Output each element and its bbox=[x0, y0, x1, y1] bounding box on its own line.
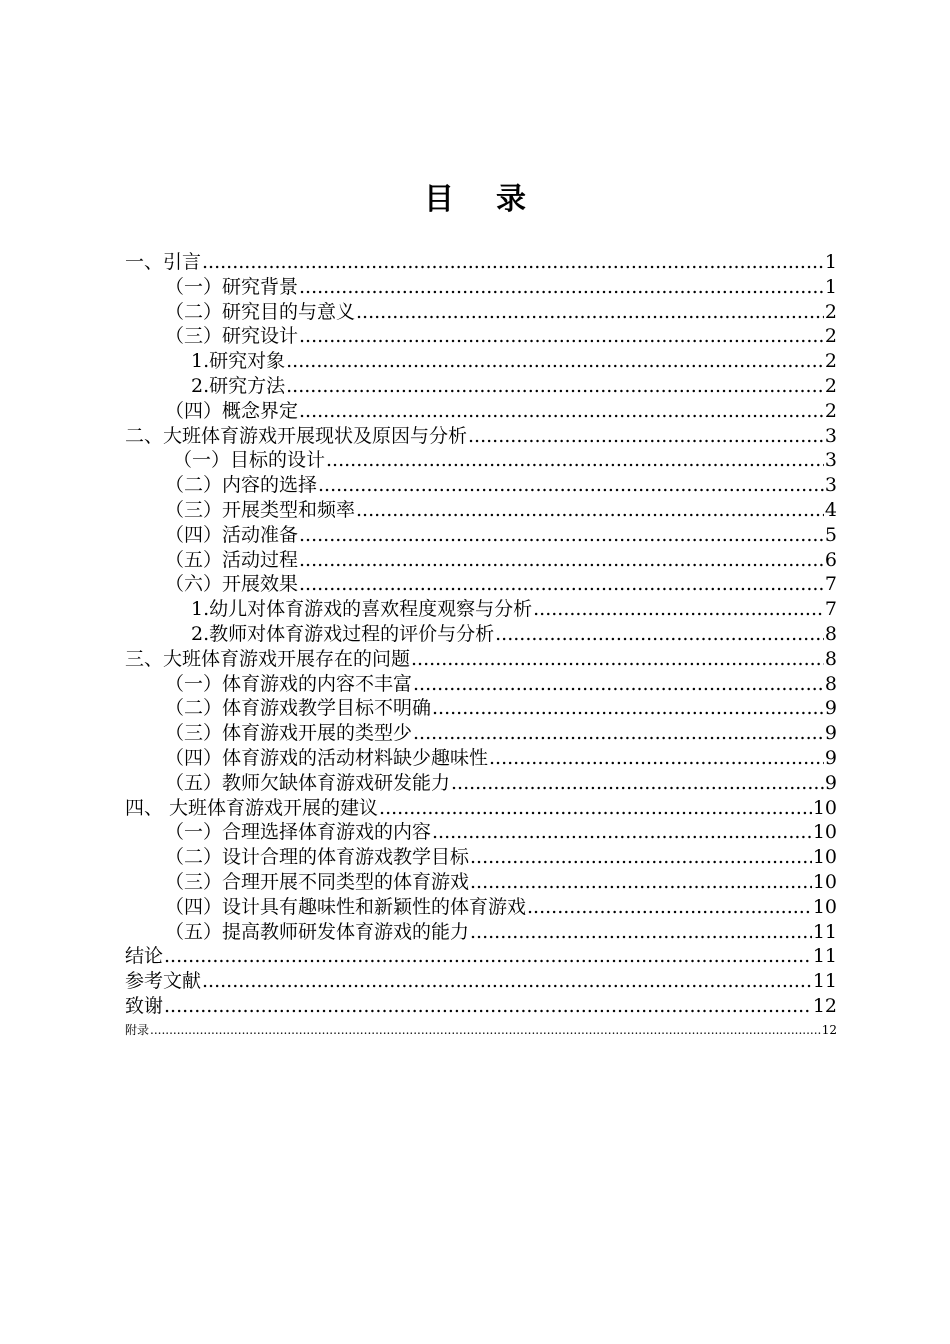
toc-dot-leader bbox=[164, 944, 812, 969]
toc-page-number: 8 bbox=[824, 622, 837, 645]
toc-page-number: 9 bbox=[824, 746, 837, 769]
toc-dot-leader bbox=[164, 994, 812, 1019]
toc-dot-leader bbox=[150, 1019, 821, 1041]
toc-dot-leader bbox=[202, 250, 824, 275]
toc-entry[interactable] bbox=[125, 448, 837, 473]
toc-entry[interactable] bbox=[125, 597, 837, 622]
toc-entry[interactable] bbox=[125, 870, 837, 895]
toc-dot-leader bbox=[286, 349, 824, 374]
toc-entry[interactable] bbox=[125, 796, 837, 821]
toc-entry[interactable] bbox=[125, 895, 837, 920]
toc-entry[interactable] bbox=[125, 349, 837, 374]
toc-page-number: 12 bbox=[812, 994, 837, 1017]
toc-page-number: 2 bbox=[824, 399, 837, 422]
toc-entry[interactable] bbox=[125, 374, 837, 399]
toc-page-number: 10 bbox=[812, 870, 837, 893]
toc-entry-title: 2.教师对体育游戏过程的评价与分析 bbox=[191, 622, 495, 645]
toc-dot-leader bbox=[202, 969, 812, 994]
toc-entry-title: （三）研究设计 bbox=[165, 325, 299, 348]
toc-dot-leader bbox=[527, 895, 812, 920]
toc-dot-leader bbox=[432, 696, 824, 721]
toc-dot-leader bbox=[533, 597, 824, 622]
toc-page-number: 8 bbox=[824, 672, 837, 695]
toc-dot-leader bbox=[470, 920, 812, 945]
toc-entry-title: （四）概念界定 bbox=[165, 399, 299, 422]
toc-entry[interactable] bbox=[125, 647, 837, 672]
toc-entry-title: （二）设计合理的体育游戏教学目标 bbox=[165, 846, 470, 869]
toc-page-number: 8 bbox=[824, 647, 837, 670]
toc-entry-title: 二、大班体育游戏开展现状及原因与分析 bbox=[125, 424, 468, 447]
toc-dot-leader bbox=[470, 845, 812, 870]
toc-dot-leader bbox=[379, 796, 812, 821]
toc-dot-leader bbox=[413, 672, 824, 697]
toc-dot-leader bbox=[299, 548, 824, 573]
toc-page-number: 7 bbox=[824, 598, 837, 621]
toc-dot-leader bbox=[299, 399, 824, 424]
toc-entry[interactable] bbox=[125, 275, 837, 300]
toc-entry[interactable] bbox=[125, 845, 837, 870]
toc-entry[interactable] bbox=[125, 424, 837, 449]
toc-entry[interactable] bbox=[125, 498, 837, 523]
toc-dot-leader bbox=[299, 572, 824, 597]
toc-dot-leader bbox=[411, 647, 824, 672]
toc-entry-title: （一）体育游戏的内容不丰富 bbox=[165, 672, 413, 695]
toc-entry-title: （三）合理开展不同类型的体育游戏 bbox=[165, 870, 470, 893]
toc-entry-title: 附录 bbox=[125, 1022, 150, 1037]
toc-page-number: 10 bbox=[812, 895, 837, 918]
toc-entry[interactable] bbox=[125, 920, 837, 945]
toc-entry-title: （一）目标的设计 bbox=[173, 449, 326, 472]
toc-entry-title: 结论 bbox=[125, 945, 164, 968]
toc-entry[interactable] bbox=[125, 746, 837, 771]
toc-page-number: 9 bbox=[824, 722, 837, 745]
page-title: 目录 bbox=[424, 182, 568, 217]
toc-page-number: 4 bbox=[824, 498, 837, 521]
toc-entry-title: （二）体育游戏教学目标不明确 bbox=[165, 697, 432, 720]
toc-page-number: 11 bbox=[812, 970, 837, 993]
toc-page-number: 9 bbox=[824, 697, 837, 720]
toc-entry[interactable] bbox=[125, 572, 837, 597]
toc-dot-leader bbox=[432, 820, 812, 845]
toc-entry[interactable] bbox=[125, 399, 837, 424]
toc-page-number: 2 bbox=[824, 350, 837, 373]
toc-entry-title: 三、大班体育游戏开展存在的问题 bbox=[125, 647, 411, 670]
toc-page-number: 10 bbox=[812, 821, 837, 844]
toc-entry-title: （三）体育游戏开展的类型少 bbox=[165, 722, 413, 745]
toc-dot-leader bbox=[318, 473, 824, 498]
toc-entry[interactable] bbox=[125, 300, 837, 325]
toc-entry-title: （五）教师欠缺体育游戏研发能力 bbox=[165, 771, 451, 794]
toc-dot-leader bbox=[468, 424, 824, 449]
toc-entry-title: （五）提高教师研发体育游戏的能力 bbox=[165, 920, 470, 943]
toc-entry[interactable] bbox=[125, 820, 837, 845]
toc-entry[interactable] bbox=[125, 672, 837, 697]
toc-entry[interactable] bbox=[125, 994, 837, 1019]
toc-entry-title: （五）活动过程 bbox=[165, 548, 299, 571]
toc-entry[interactable] bbox=[125, 1019, 837, 1041]
toc-page-number: 5 bbox=[824, 523, 837, 546]
toc-page-number: 12 bbox=[821, 1022, 837, 1037]
toc-entry-title: 四、 大班体育游戏开展的建议 bbox=[125, 796, 379, 819]
toc-page-number: 3 bbox=[824, 449, 837, 472]
toc-dot-leader bbox=[299, 275, 824, 300]
toc-dot-leader bbox=[413, 721, 824, 746]
toc-entry-title: 致谢 bbox=[125, 994, 164, 1017]
toc-dot-leader bbox=[326, 448, 824, 473]
toc-page-number: 3 bbox=[824, 424, 837, 447]
toc-entry-title: （一）研究背景 bbox=[165, 275, 299, 298]
toc-page-number: 1 bbox=[824, 275, 837, 298]
toc-page-number: 2 bbox=[824, 300, 837, 323]
toc-entry-title: （二）内容的选择 bbox=[165, 474, 318, 497]
toc-entry[interactable] bbox=[125, 324, 837, 349]
toc-dot-leader bbox=[356, 498, 824, 523]
table-of-contents bbox=[125, 250, 837, 1041]
toc-dot-leader bbox=[356, 300, 824, 325]
toc-entry[interactable] bbox=[125, 696, 837, 721]
toc-page-number: 2 bbox=[824, 374, 837, 397]
toc-dot-leader bbox=[286, 374, 824, 399]
toc-entry[interactable] bbox=[125, 548, 837, 573]
toc-entry-title: （二）研究目的与意义 bbox=[165, 300, 356, 323]
toc-page-number: 2 bbox=[824, 325, 837, 348]
toc-dot-leader bbox=[451, 771, 824, 796]
toc-entry-title: （四）设计具有趣味性和新颖性的体育游戏 bbox=[165, 895, 527, 918]
toc-entry-title: （三）开展类型和频率 bbox=[165, 498, 356, 521]
toc-entry-title: 1.研究对象 bbox=[191, 350, 286, 373]
toc-page-number: 10 bbox=[812, 846, 837, 869]
toc-entry[interactable] bbox=[125, 771, 837, 796]
toc-entry[interactable] bbox=[125, 969, 837, 994]
toc-entry[interactable] bbox=[125, 473, 837, 498]
toc-entry[interactable] bbox=[125, 250, 837, 275]
toc-entry-title: （四）活动准备 bbox=[165, 523, 299, 546]
toc-entry[interactable] bbox=[125, 944, 837, 969]
toc-page-number: 10 bbox=[812, 796, 837, 819]
toc-entry[interactable] bbox=[125, 622, 837, 647]
toc-dot-leader bbox=[489, 746, 824, 771]
toc-entry-title: （一）合理选择体育游戏的内容 bbox=[165, 821, 432, 844]
toc-entry-title: 1.幼儿对体育游戏的喜欢程度观察与分析 bbox=[191, 598, 533, 621]
toc-dot-leader bbox=[470, 870, 812, 895]
toc-dot-leader bbox=[299, 523, 824, 548]
toc-entry-title: 一、引言 bbox=[125, 251, 202, 273]
toc-dot-leader bbox=[495, 622, 824, 647]
toc-page-number: 9 bbox=[824, 771, 837, 794]
toc-page-number: 1 bbox=[824, 251, 837, 273]
toc-page-number: 11 bbox=[812, 945, 837, 968]
toc-entry[interactable] bbox=[125, 721, 837, 746]
toc-page-number: 7 bbox=[824, 573, 837, 596]
toc-entry-title: （四）体育游戏的活动材料缺少趣味性 bbox=[165, 746, 489, 769]
toc-dot-leader bbox=[299, 324, 824, 349]
toc-page-number: 6 bbox=[824, 548, 837, 571]
toc-entry[interactable] bbox=[125, 523, 837, 548]
toc-entry-title: 参考文献 bbox=[125, 970, 202, 993]
toc-entry-title: （六）开展效果 bbox=[165, 573, 299, 596]
toc-entry-title: 2.研究方法 bbox=[191, 374, 286, 397]
toc-page-number: 3 bbox=[824, 474, 837, 497]
toc-page-number: 11 bbox=[812, 920, 837, 943]
